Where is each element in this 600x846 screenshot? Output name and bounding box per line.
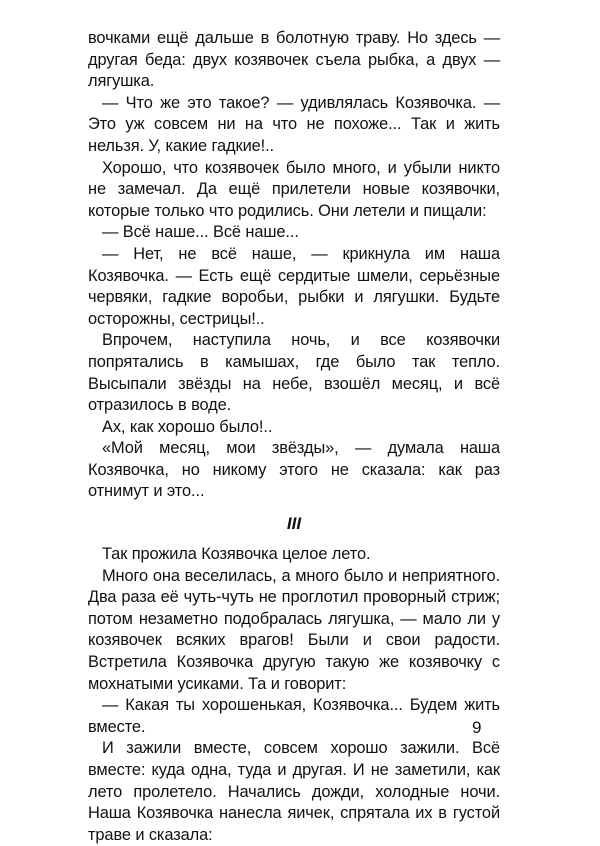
paragraph-night: Впрочем, наступила ночь, и все козявочки попрятались в камышах, где было так тепло. Высыпали звёзды на небе, взошёл месяц, и всё отразилось в воде. [88,331,500,415]
paragraph-new-bugs: Хорошо, что козявочек было много, и убыли никто не замечал. Да ещё прилетели новые козявочки, которые только что родились. Они летели и пищали: [88,158,500,220]
page-number: 9 [472,718,482,737]
chapter-heading: III [286,514,302,534]
paragraph-my-moon: «Мой месяц, мои звёзды», — думала наша Козявочка, но никому этого не сказала: как раз отнимут и это... [88,439,500,501]
paragraph-live-together: — Какая ты хорошенькая, Козявочка... Будем жить вместе. [88,696,500,736]
paragraph-all-ours: — Всё наше... Всё наше... [102,223,299,242]
paragraph-joys-and-troubles: Много она веселилась, а много было и неприятного. Два раза её чуть-чуть не проглотил проворный стриж; потом незаметно подобралась лягушка, — мало ли у козявочек всяких врагов! Были и свои радости. Встретила Козявочка другую такую же козявочку с мохнатыми усиками. Та и говорит: [88,566,500,693]
paragraph-summer: Так прожила Козявочка целое лето. [102,545,371,564]
paragraph-autumn: И зажили вместе, совсем хорошо зажили. Всё вместе: куда одна, туда и другая. И не заметили, как лето пролетело. Начались дожди, холодные ночи. Наша Козявочка нанесла яичек, спрятала их в густой траве и сказала: [88,739,500,844]
paragraph-continuation: вочками ещё дальше в болотную траву. Но здесь — другая беда: двух козявочек съела рыбка, а двух — лягушка. [88,29,500,91]
paragraph-warning: — Нет, не всё наше, — крикнула им наша Козявочка. — Есть ещё сердитые шмели, серьёзные червяки, гадкие воробьи, рыбки и лягушки. Будьте осторожны, сестрицы!.. [88,244,500,328]
book-page [88,28,500,844]
paragraph-how-good: Ах, как хорошо было!.. [102,417,273,436]
paragraph-dialogue-wonder: — Что же это такое? — удивлялась Козявочка. — Это уж совсем ни на что не похоже... Так и жить нельзя. У, какие гадкие!.. [88,93,500,155]
